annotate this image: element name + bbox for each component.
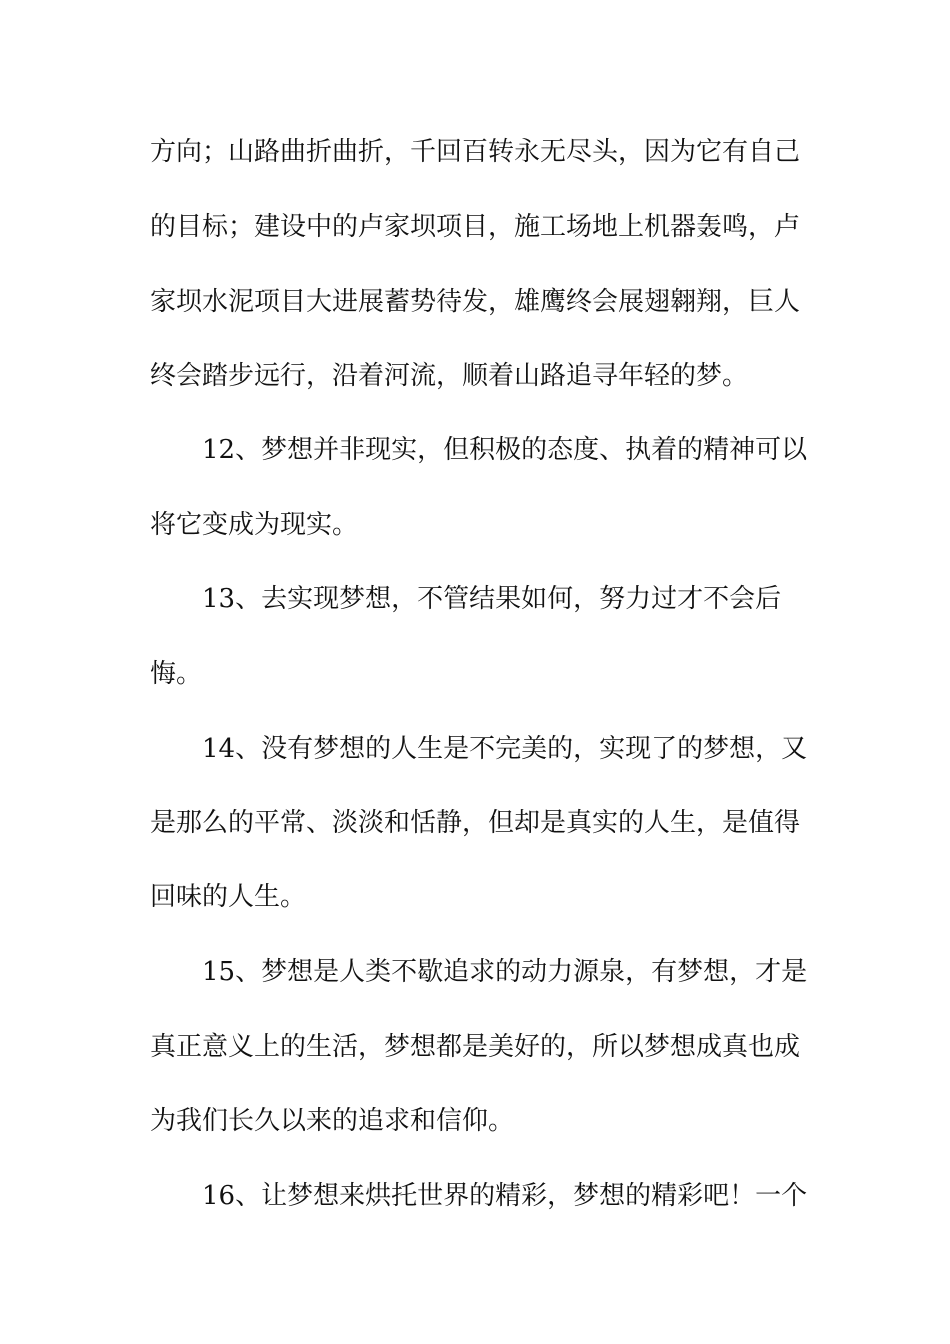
- text-line: 是那么的平常、淡淡和恬静，但却是真实的人生，是值得: [150, 808, 801, 838]
- text-line: 回味的人生。: [150, 882, 307, 912]
- text-line: 方向；山路曲折曲折，千回百转永无尽头，因为它有自己: [150, 137, 801, 167]
- paragraph-16-line: 16、让梦想来烘托世界的精彩，梦想的精彩吧！一个: [202, 1181, 808, 1211]
- text-line: 为我们长久以来的追求和信仰。: [150, 1106, 515, 1136]
- text-line: 真正意义上的生活，梦想都是美好的，所以梦想成真也成: [150, 1032, 801, 1062]
- text-line: 的目标；建设中的卢家坝项目，施工场地上机器轰鸣，卢: [150, 212, 801, 242]
- paragraph-15-line: 15、梦想是人类不歇追求的动力源泉，有梦想，才是: [202, 957, 808, 987]
- paragraph-12-line: 12、梦想并非现实，但积极的态度、执着的精神可以: [202, 435, 808, 465]
- paragraph-14-line: 14、没有梦想的人生是不完美的，实现了的梦想，又: [202, 734, 808, 764]
- paragraph-13-line: 13、去实现梦想，不管结果如何，努力过才不会后: [202, 584, 782, 614]
- text-line: 家坝水泥项目大进展蓄势待发，雄鹰终会展翅翱翔，巨人: [150, 287, 801, 317]
- text-line: 终会踏步远行，沿着河流，顺着山路追寻年轻的梦。: [150, 361, 749, 391]
- text-line: 悔。: [150, 659, 203, 689]
- text-line: 将它变成为现实。: [150, 510, 359, 540]
